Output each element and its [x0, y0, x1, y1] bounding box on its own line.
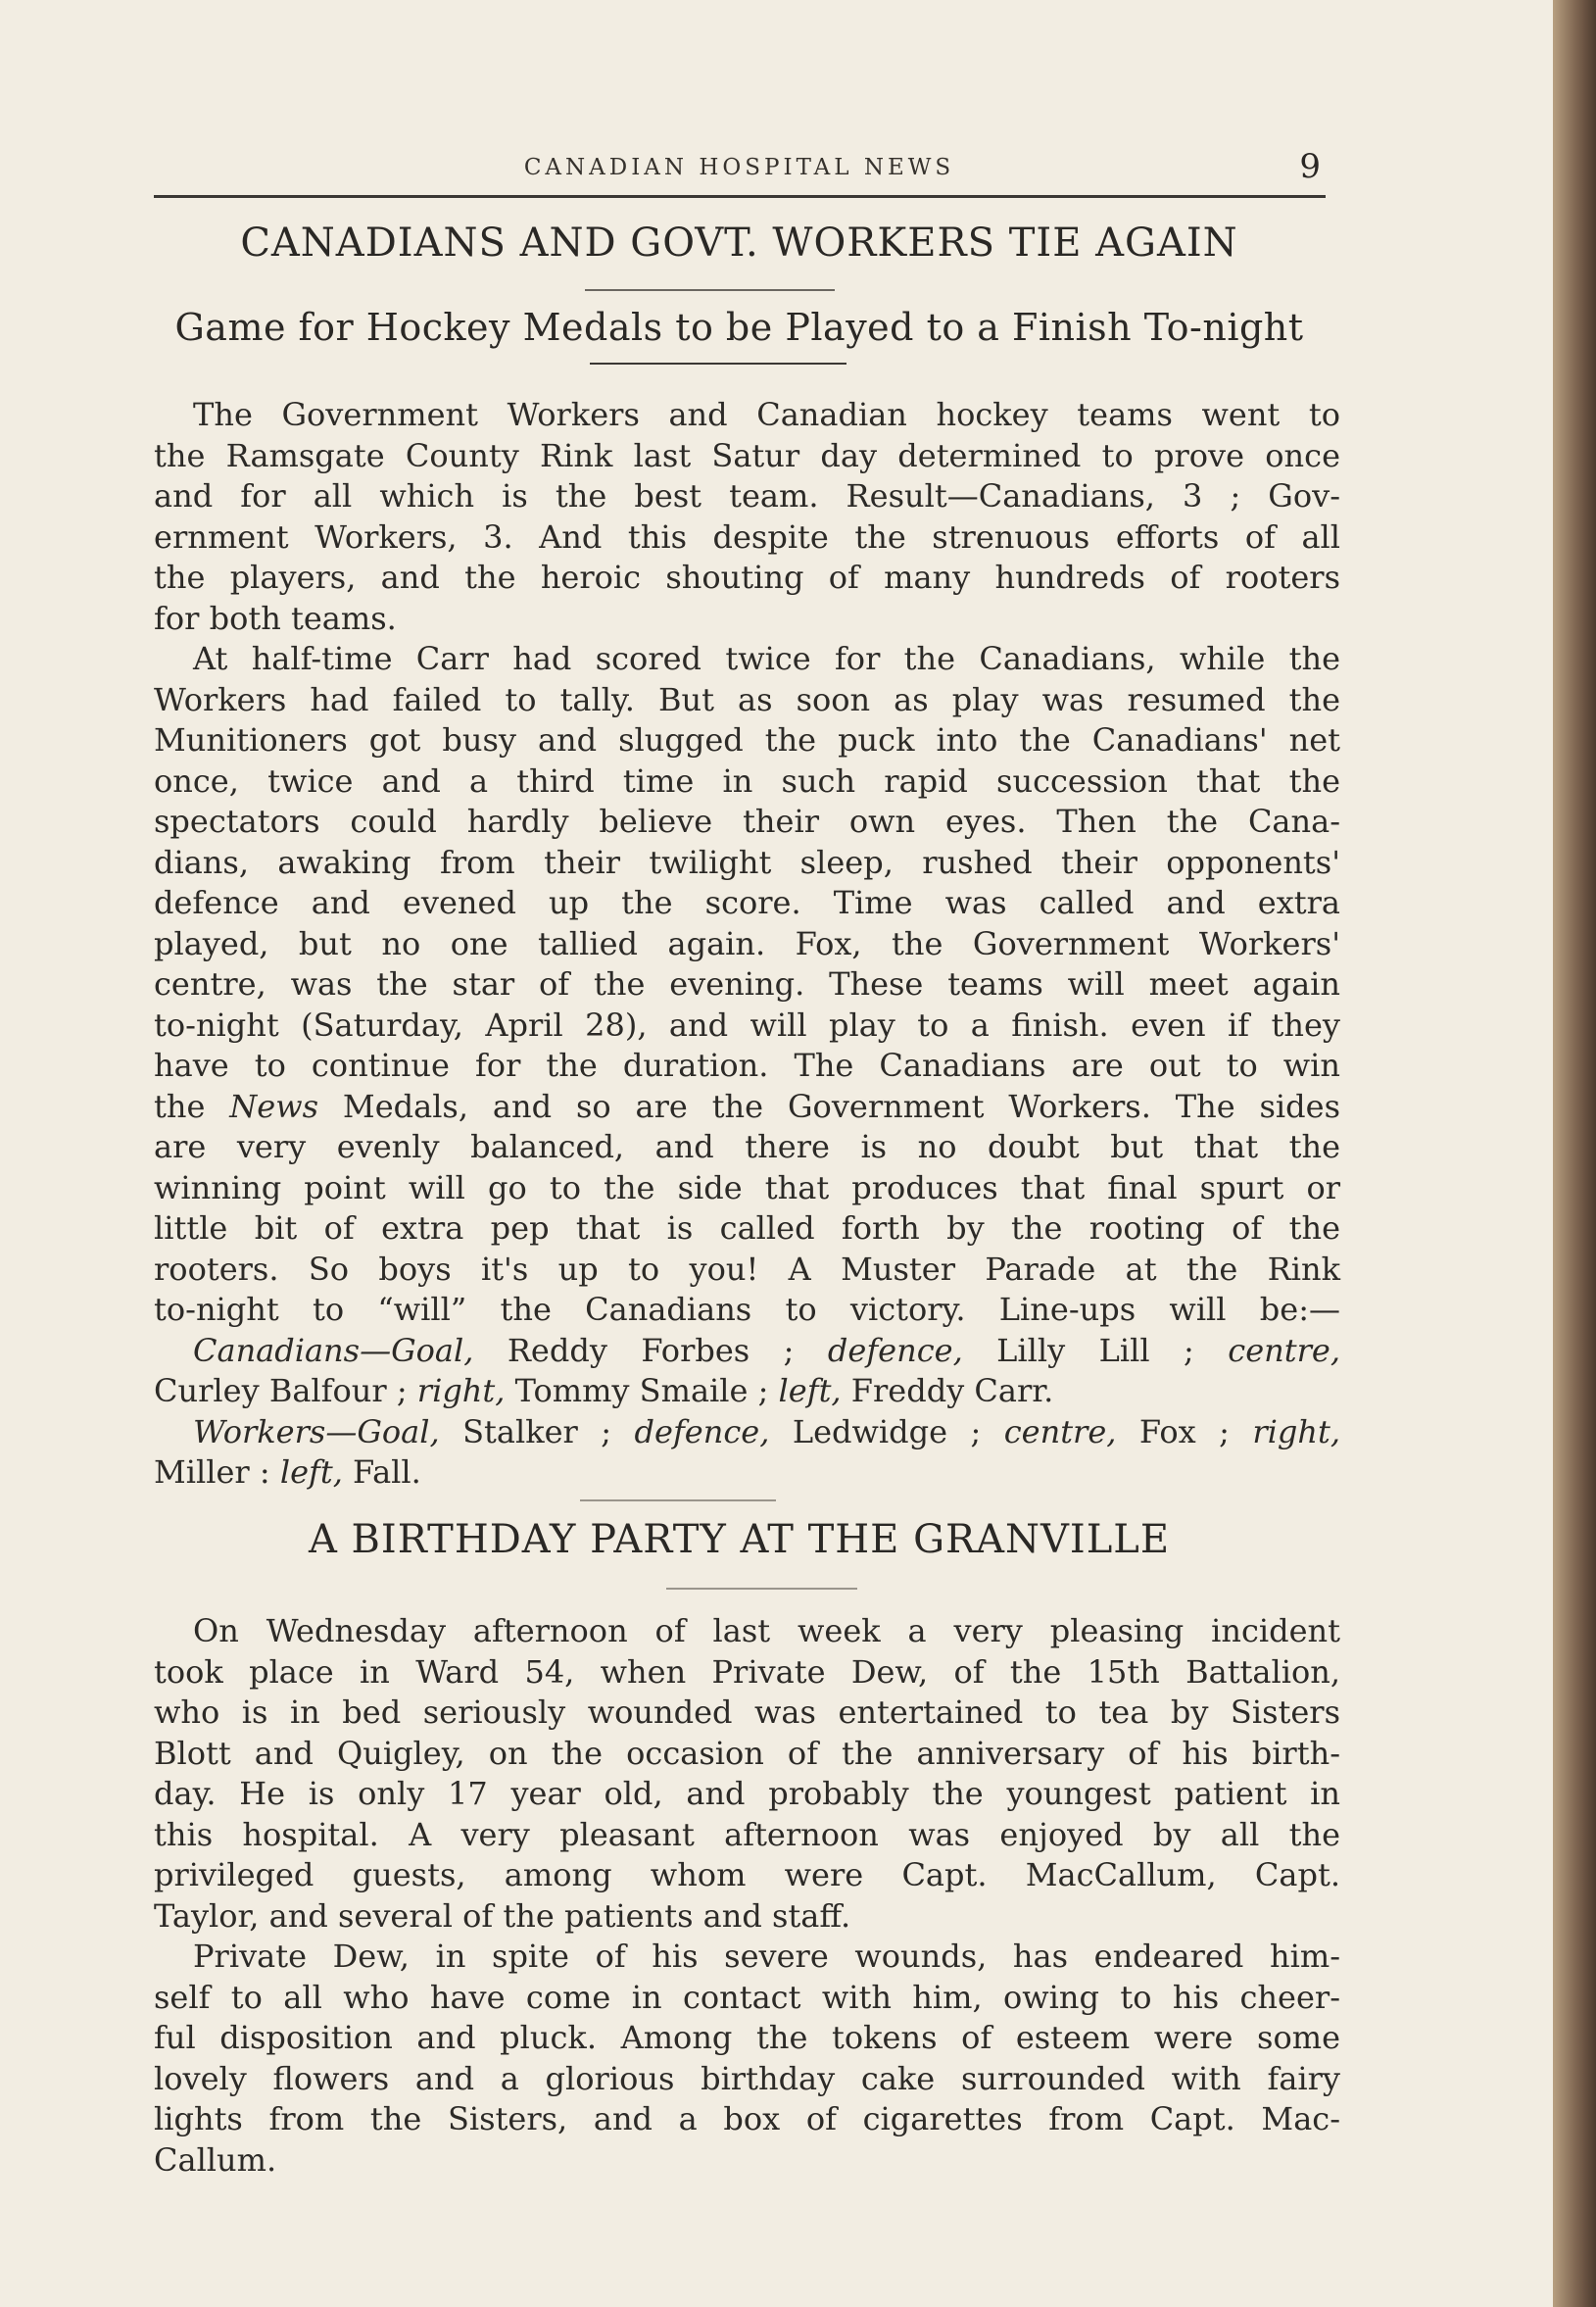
- text-line: The Government Workers and Canadian hockey teams went to: [193, 396, 1340, 433]
- text-line: Workers had failed to tally. But as soon as play was resumed the: [154, 680, 1340, 718]
- subheadline-rule: [590, 363, 846, 365]
- text-line: lovely flowers and a glorious birthday cake surrounded with fairy: [154, 2059, 1340, 2097]
- text-line: At half-time Carr had scored twice for the Canadians, while the: [193, 640, 1340, 677]
- lineup-position: left,: [778, 1372, 842, 1409]
- lineup-position: left,: [279, 1453, 343, 1491]
- article-body: [154, 395, 1340, 1494]
- text-line: privileged guests, among whom were Capt. MacCallum, Capt.: [154, 1856, 1340, 1893]
- text-line: Blott and Quigley, on the occasion of the anniversary of his birth-: [154, 1734, 1340, 1772]
- text-line: to-night to “will” the Canadians to victory. Line-ups will be:—: [154, 1291, 1340, 1328]
- lineup-player: Reddy Forbes ;: [473, 1331, 828, 1369]
- text-line: dians, awaking from their twilight sleep, rushed their opponents': [154, 843, 1340, 881]
- lineup-player: Fox ;: [1116, 1412, 1253, 1450]
- text-line: Callum.: [154, 2140, 277, 2179]
- running-head: [154, 147, 1325, 188]
- lineup-workers-cont: [154, 1452, 1340, 1494]
- text-line: are very evenly balanced, and there is no doubt but that the: [154, 1128, 1340, 1165]
- headline-divider: [666, 1588, 857, 1590]
- text-line: to-night (Saturday, April 28), and will play to a finish. even if they: [154, 1006, 1340, 1044]
- section-divider: [580, 1499, 776, 1501]
- text-line: ful disposition and pluck. Among the tokens of esteem were some: [154, 2019, 1340, 2056]
- lineup-player: Tommy Smaile ;: [505, 1372, 779, 1409]
- newspaper-name: News: [229, 1087, 319, 1125]
- text-line: On Wednesday afternoon of last week a very pleasing incident: [193, 1612, 1340, 1649]
- book-spine-edge: [1553, 0, 1596, 2307]
- text-line: Private Dew, in spite of his severe wounds, has endeared him-: [193, 1938, 1340, 1975]
- lineup-team: Workers—Goal,: [193, 1412, 440, 1450]
- text-line: have to continue for the duration. The Canadians are out to win: [154, 1047, 1340, 1084]
- lineup-player: Freddy Carr.: [841, 1372, 1054, 1409]
- text-line: Taylor, and several of the patients and staff.: [154, 1896, 851, 1935]
- article-subheadline: Game for Hockey Medals to be Played to a Finish To-night: [174, 306, 1304, 349]
- text-line: defence and evened up the score. Time was called and extra: [154, 884, 1340, 921]
- text-line-news: [154, 1087, 1340, 1128]
- lineup-position: right,: [1252, 1412, 1341, 1450]
- text-line: the Ramsgate County Rink last Satur day determined to prove once: [154, 436, 1340, 474]
- lineup-position: centre,: [1228, 1331, 1341, 1369]
- text-line: played, but no one tallied again. Fox, the Government Workers': [154, 924, 1340, 962]
- lineup-player: Stalker ;: [439, 1412, 635, 1450]
- article-headline: CANADIANS AND GOVT. WORKERS TIE AGAIN: [240, 221, 1238, 266]
- text-line: spectators could hardly believe their own eyes. Then the Cana-: [154, 803, 1340, 840]
- lineup-player: Miller :: [154, 1453, 280, 1491]
- text-line: lights from the Sisters, and a box of cigarettes from Capt. Mac-: [154, 2100, 1340, 2137]
- text-line: the players, and the heroic shouting of many hundreds of rooters: [154, 559, 1340, 596]
- lineup-position: right,: [416, 1372, 506, 1409]
- page-number: 9: [1299, 147, 1321, 186]
- lineup-canadians-cont: [154, 1371, 1340, 1412]
- lineup-team: Canadians—Goal,: [193, 1331, 474, 1369]
- headline-divider: [585, 289, 835, 291]
- lineup-player: Lilly Lill ;: [962, 1331, 1229, 1369]
- text-line: took place in Ward 54, when Private Dew, of the 15th Battalion,: [154, 1652, 1340, 1691]
- lineup-canadians: [154, 1331, 1340, 1372]
- article-headline: A BIRTHDAY PARTY AT THE GRANVILLE: [308, 1517, 1171, 1562]
- lineup-workers: [154, 1412, 1340, 1453]
- lineup-position: defence,: [827, 1331, 963, 1369]
- text-line: who is in bed seriously wounded was entertained to tea by Sisters: [154, 1693, 1340, 1731]
- lineup-position: defence,: [634, 1412, 770, 1450]
- text-line: centre, was the star of the evening. These teams will meet again: [154, 965, 1340, 1003]
- text-line: self to all who have come in contact with him, owing to his cheer-: [154, 1978, 1340, 2016]
- lineup-player: Curley Balfour ;: [154, 1372, 417, 1409]
- text-fragment: Medals, and so are the Government Workers. The sides: [318, 1087, 1341, 1125]
- text-line: and for all which is the best team. Result—Canadians, 3 ; Gov-: [154, 477, 1340, 515]
- text-line: rooters. So boys it's up to you! A Muster Parade at the Rink: [154, 1250, 1340, 1288]
- header-rule: [154, 195, 1326, 198]
- text-line: day. He is only 17 year old, and probably the youngest patient in: [154, 1775, 1340, 1812]
- text-line: once, twice and a third time in such rapid succession that the: [154, 761, 1340, 800]
- text-line: winning point will go to the side that produces that final spurt or: [154, 1168, 1340, 1206]
- lineup-player: Fall.: [342, 1453, 421, 1491]
- text-line: for both teams.: [154, 599, 397, 637]
- text-line: Munitioners got busy and slugged the puck into the Canadians' net: [154, 721, 1340, 759]
- lineup-player: Ledwidge ;: [769, 1412, 1004, 1450]
- article-body: [154, 1611, 1340, 2181]
- running-title: CANADIAN HOSPITAL NEWS: [523, 155, 955, 180]
- text-line: this hospital. A very pleasant afternoon was enjoyed by all the: [154, 1815, 1340, 1853]
- lineup-position: centre,: [1003, 1412, 1117, 1450]
- text-fragment: the: [154, 1087, 230, 1125]
- text-line: ernment Workers, 3. And this despite the strenuous efforts of all: [154, 517, 1340, 556]
- text-line: little bit of extra pep that is called forth by the rooting of the: [154, 1209, 1340, 1247]
